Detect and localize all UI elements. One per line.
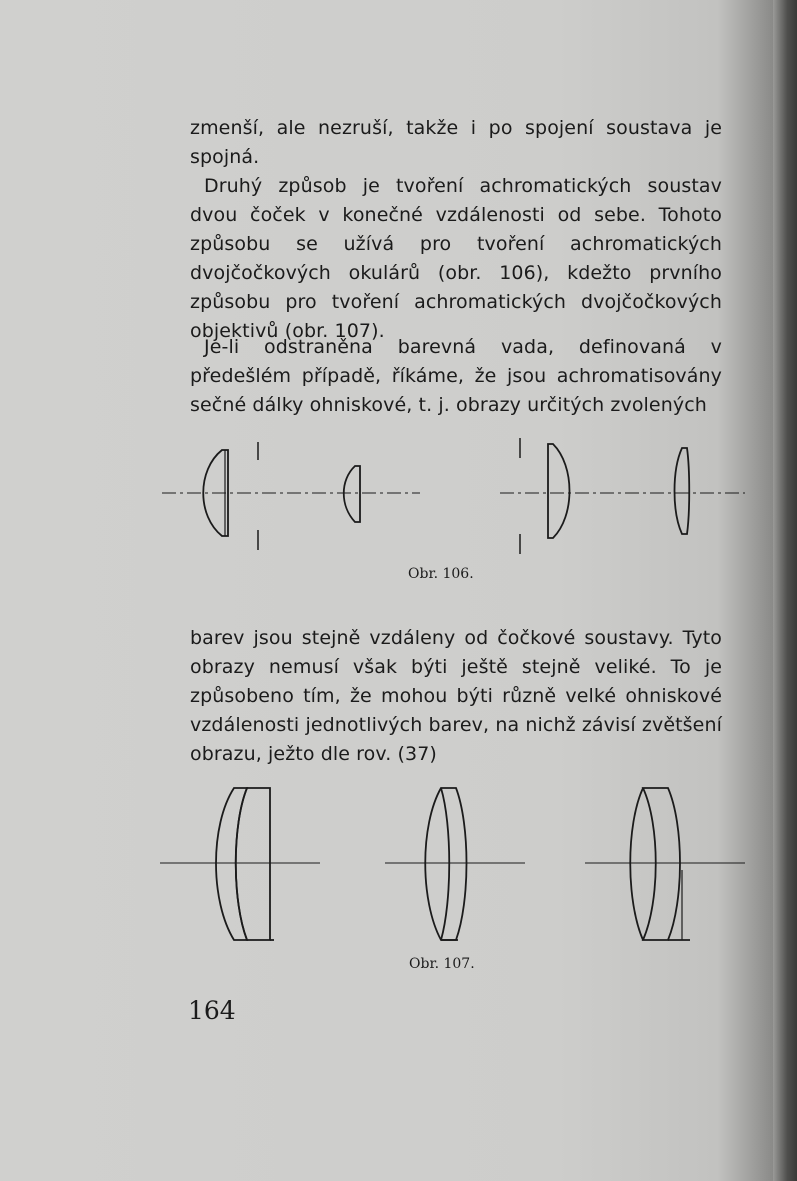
objective-1-flint — [236, 788, 270, 940]
eye-lens-right — [675, 448, 690, 534]
figure-107-caption: Obr. 107. — [409, 956, 475, 972]
field-lens-right — [548, 444, 570, 538]
paragraph-1: zmenší, ale nezruší, takže i po spojení soustava je spojná. — [190, 117, 722, 168]
paragraph-2: Druhý způsob je tvoření achromatických soustav dvou čoček v konečné vzdálenosti od sebe. Tohoto způsobu se užívá pro tvoření achromatických dvojčočkových okulárů (obr. 106), kdežto prvního způsobu pro tvoření achromatických dvojčočkových objektivů (obr. 107). — [190, 175, 722, 342]
book-spine-shadow — [773, 0, 797, 1181]
objective-3-crown — [643, 788, 680, 940]
figure-106-caption: Obr. 106. — [408, 566, 474, 582]
figure-107-objective-diagram — [0, 770, 797, 960]
paragraph-4: barev jsou stejně vzdáleny od čočkové soustavy. Tyto obrazy nemusí však býti ještě stejně veliké. To je způsobeno tím, že mohou býti různě velké ohniskové vzdálenosti jednotlivých barev, na nichž závisí zvětšení obrazu, ježto dle rov. (37) — [190, 627, 722, 765]
eye-lens-left — [344, 466, 360, 522]
paragraph-3: Je-li odstraněna barevná vada, definovaná v předešlém případě, říkáme, že jsou achromatisovány sečné dálky ohniskové, t. j. obrazy určitých zvolených — [190, 336, 722, 416]
page-number: 164 — [188, 996, 236, 1025]
objective-1-crown — [216, 788, 247, 940]
figure-106-eyepiece-diagram — [0, 430, 797, 570]
